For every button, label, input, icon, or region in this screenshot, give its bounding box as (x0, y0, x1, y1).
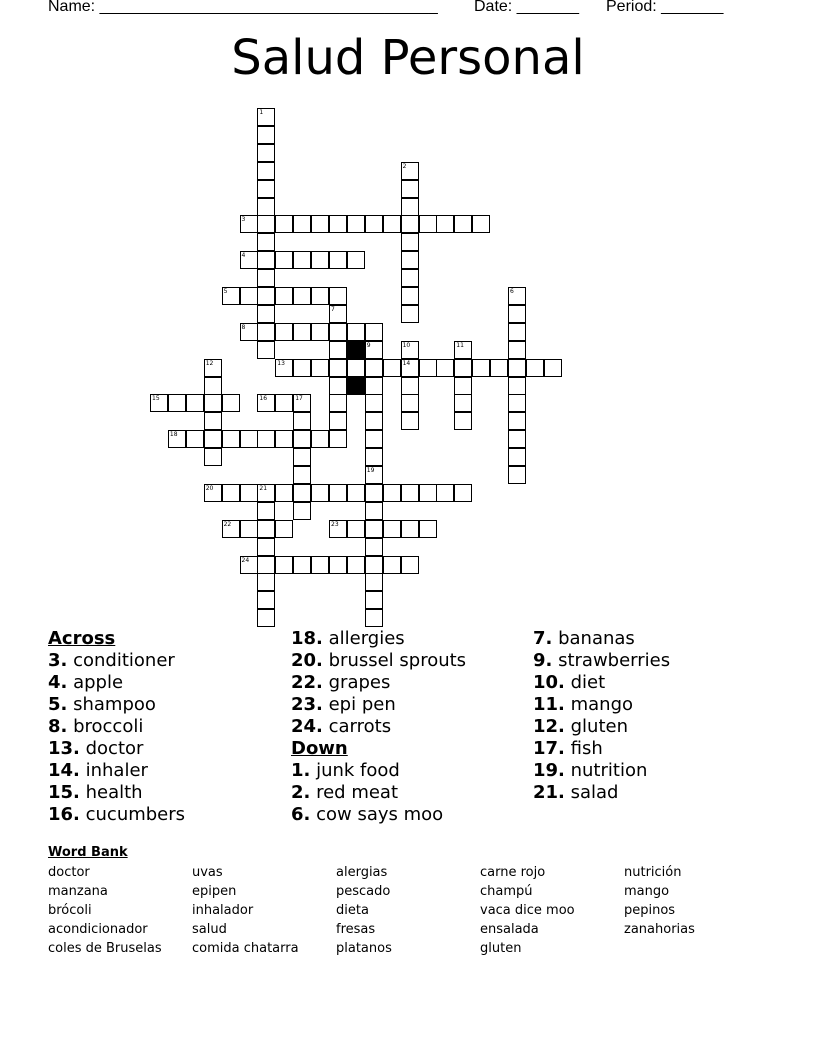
crossword-cell[interactable] (240, 287, 258, 305)
clue-item (48, 672, 288, 694)
clue-number: 17 (295, 395, 303, 403)
crossword-cell[interactable] (275, 287, 293, 305)
crossword-cell[interactable] (257, 126, 275, 144)
crossword-cell[interactable] (293, 466, 311, 484)
page-title: Salud Personal (231, 30, 585, 86)
crossword-cell[interactable] (436, 215, 454, 233)
crossword-cell[interactable] (383, 359, 401, 377)
clue-text: red meat (310, 782, 399, 803)
crossword-cell[interactable] (419, 520, 437, 538)
crossword-cell[interactable] (240, 484, 258, 502)
clue-item (291, 650, 531, 672)
crossword-cell[interactable] (490, 359, 508, 377)
crossword-cell[interactable] (365, 502, 383, 520)
crossword-cell[interactable] (365, 412, 383, 430)
clue-number: 23 (331, 520, 339, 528)
clue-text: gluten (564, 716, 628, 737)
clue-number: 10 (402, 341, 411, 349)
clues-column-1 (48, 628, 288, 826)
crossword-cell[interactable] (257, 538, 275, 556)
word-bank-word: dieta (336, 903, 369, 918)
clue-item (533, 650, 773, 672)
word-bank-word: alergias (336, 865, 388, 880)
crossword-cell[interactable] (419, 484, 437, 502)
clue-number: 14 (402, 359, 411, 367)
crossword-cell[interactable] (257, 430, 275, 448)
clue-item (291, 672, 531, 694)
clue-number: 12 (205, 359, 214, 367)
clue-item (291, 628, 531, 650)
crossword-cell[interactable] (204, 394, 222, 412)
crossword-cell[interactable] (347, 556, 365, 574)
crossword-cell[interactable] (311, 323, 329, 341)
crossword-cell[interactable] (347, 215, 365, 233)
clue-number: 22 (223, 520, 232, 528)
crossword-cell[interactable] (186, 394, 204, 412)
clue-number-label: 4. (48, 672, 68, 693)
word-bank-word: pepinos (624, 903, 676, 918)
crossword-cell[interactable] (293, 556, 311, 574)
clue-number-label: 7. (533, 628, 553, 649)
crossword-cell[interactable] (329, 394, 347, 412)
crossword-cell[interactable] (401, 412, 419, 430)
crossword-cell[interactable] (526, 359, 544, 377)
down-heading: Down (291, 738, 348, 759)
crossword-cell[interactable] (508, 448, 526, 466)
clue-text: fish (564, 738, 603, 759)
crossword-cell[interactable] (329, 341, 347, 359)
crossword-cell[interactable] (311, 251, 329, 269)
crossword-cell[interactable] (293, 448, 311, 466)
crossword-cell[interactable] (275, 556, 293, 574)
clue-number: 13 (277, 359, 285, 367)
clue-number: 1 (259, 109, 264, 116)
clue-number: 20 (205, 484, 214, 492)
crossword-cell[interactable] (257, 144, 275, 162)
word-bank-word: ensalada (480, 922, 539, 937)
crossword-cell[interactable] (257, 609, 275, 627)
crossword-cell[interactable] (365, 359, 383, 377)
clue-number-label: 1. (291, 760, 311, 781)
crossword-cell[interactable] (365, 323, 383, 341)
clue-item (533, 738, 773, 760)
crossword-cell[interactable] (311, 430, 329, 448)
clue-number-label: 8. (48, 716, 68, 737)
word-bank-word: champú (480, 884, 533, 899)
word-bank-word: epipen (192, 884, 237, 899)
across-heading: Across (48, 628, 116, 649)
crossword-cell[interactable] (311, 215, 329, 233)
clue-text: cucumbers (79, 804, 186, 825)
period-field[interactable]: Period: _______ (606, 0, 724, 15)
crossword-cell[interactable] (365, 609, 383, 627)
crossword-cell[interactable] (347, 359, 365, 377)
crossword-cell[interactable] (257, 573, 275, 591)
crossword-cell[interactable] (454, 412, 472, 430)
word-bank-column (480, 863, 575, 958)
clue-number-label: 22. (291, 672, 323, 693)
crossword-cell[interactable] (508, 430, 526, 448)
crossword-cell[interactable] (257, 251, 275, 269)
crossword-cell[interactable] (401, 394, 419, 412)
word-bank-column (192, 863, 299, 958)
clue-item (291, 782, 531, 804)
crossword-cell[interactable] (257, 323, 275, 341)
crossword-cell[interactable] (508, 359, 526, 377)
date-field[interactable]: Date: _______ (474, 0, 579, 15)
crossword-cell[interactable] (401, 251, 419, 269)
crossword-cell[interactable] (257, 341, 275, 359)
clue-number-label: 19. (533, 760, 565, 781)
clue-number-label: 15. (48, 782, 80, 803)
black-cell (347, 341, 365, 359)
crossword-cell[interactable] (186, 430, 204, 448)
clue-number: 3 (241, 216, 246, 224)
clue-item (533, 672, 773, 694)
crossword-cell[interactable] (222, 484, 240, 502)
word-bank-title: Word Bank (48, 845, 128, 860)
word-bank-word: pescado (336, 884, 391, 899)
crossword-cell[interactable] (257, 305, 275, 323)
crossword-cell[interactable] (365, 591, 383, 609)
crossword-cell[interactable] (293, 359, 311, 377)
crossword-cell[interactable] (508, 305, 526, 323)
crossword-cell[interactable] (419, 359, 437, 377)
crossword-cell[interactable] (329, 377, 347, 395)
clues-column-2 (291, 628, 531, 826)
clue-text: salad (564, 782, 619, 803)
crossword-cell[interactable] (257, 215, 275, 233)
crossword-cell[interactable] (204, 377, 222, 395)
word-bank-word: manzana (48, 884, 108, 899)
word-bank-word: carne rojo (480, 865, 546, 880)
crossword-cell[interactable] (383, 520, 401, 538)
word-bank-word: nutrición (624, 865, 682, 880)
clue-text: shampoo (67, 694, 156, 715)
clue-number: 18 (169, 431, 178, 439)
clue-number: 6 (510, 288, 514, 295)
word-bank-word: platanos (336, 941, 392, 956)
clue-number-label: 9. (533, 650, 553, 671)
crossword-cell[interactable] (257, 162, 275, 180)
crossword-cell[interactable] (508, 412, 526, 430)
clue-number: 8 (241, 323, 246, 331)
clue-number: 15 (152, 395, 160, 403)
crossword-cell[interactable] (419, 215, 437, 233)
crossword-cell[interactable] (347, 323, 365, 341)
clue-text: broccoli (67, 716, 144, 737)
word-bank-word: comida chatarra (192, 941, 299, 956)
crossword-cell[interactable] (293, 251, 311, 269)
clue-text: nutrition (564, 760, 648, 781)
crossword-cell[interactable] (204, 412, 222, 430)
clue-number-label: 23. (291, 694, 323, 715)
crossword-cell[interactable] (257, 591, 275, 609)
clue-number: 2 (402, 162, 407, 170)
crossword-cell[interactable] (257, 556, 275, 574)
crossword-cell[interactable] (329, 412, 347, 430)
clue-number: 5 (223, 288, 228, 295)
crossword-cell[interactable] (329, 323, 347, 341)
crossword-cell[interactable] (293, 430, 311, 448)
crossword-cell[interactable] (401, 287, 419, 305)
clue-text: grapes (322, 672, 391, 693)
clue-number-label: 20. (291, 650, 323, 671)
crossword-cell[interactable] (454, 394, 472, 412)
crossword-cell[interactable] (329, 484, 347, 502)
crossword-cell[interactable] (472, 359, 490, 377)
crossword-cell[interactable] (311, 359, 329, 377)
clue-number: 11 (456, 341, 464, 349)
clues-column-3 (533, 628, 773, 804)
clue-text: brussel sprouts (322, 650, 467, 671)
crossword-cell[interactable] (347, 520, 365, 538)
crossword-cell[interactable] (329, 430, 347, 448)
crossword-cell[interactable] (257, 287, 275, 305)
clue-number-label: 17. (533, 738, 565, 759)
crossword-cell[interactable] (508, 394, 526, 412)
word-bank-word: zanahorias (624, 922, 695, 937)
crossword-cell[interactable] (454, 215, 472, 233)
clue-text: mango (564, 694, 634, 715)
crossword-cell[interactable] (401, 377, 419, 395)
crossword-cell[interactable] (257, 233, 275, 251)
crossword-cell[interactable] (222, 394, 240, 412)
clue-number: 7 (331, 305, 335, 313)
crossword-cell[interactable] (275, 520, 293, 538)
clue-text: carrots (322, 716, 392, 737)
clue-text: apple (67, 672, 124, 693)
clue-text: conditioner (67, 650, 175, 671)
crossword-cell[interactable] (257, 180, 275, 198)
crossword-cell[interactable] (329, 287, 347, 305)
crossword-cell[interactable] (293, 484, 311, 502)
crossword-cell[interactable] (454, 359, 472, 377)
crossword-cell[interactable] (347, 484, 365, 502)
clue-text: inhaler (79, 760, 148, 781)
clue-number: 9 (366, 341, 371, 349)
crossword-cell[interactable] (275, 215, 293, 233)
clue-number-label: 5. (48, 694, 68, 715)
crossword-cell[interactable] (257, 198, 275, 216)
crossword-cell[interactable] (293, 412, 311, 430)
word-bank-column (336, 863, 392, 958)
crossword-cell[interactable] (222, 430, 240, 448)
clue-number-label: 10. (533, 672, 565, 693)
clue-item (291, 804, 531, 826)
crossword-cell[interactable] (436, 484, 454, 502)
crossword-cell[interactable] (365, 520, 383, 538)
crossword-cell[interactable] (544, 359, 562, 377)
crossword-cell[interactable] (311, 287, 329, 305)
crossword-cell[interactable] (508, 323, 526, 341)
crossword-cell[interactable] (257, 269, 275, 287)
crossword-cell[interactable] (365, 538, 383, 556)
crossword-cell[interactable] (365, 215, 383, 233)
crossword-cell[interactable] (454, 484, 472, 502)
crossword-cell[interactable] (401, 269, 419, 287)
clue-item (48, 650, 288, 672)
clue-text: epi pen (322, 694, 396, 715)
crossword-cell[interactable] (383, 215, 401, 233)
clue-text: allergies (322, 628, 405, 649)
clue-item (291, 694, 531, 716)
clue-number-label: 24. (291, 716, 323, 737)
clue-item (533, 694, 773, 716)
word-bank-word: coles de Bruselas (48, 941, 162, 956)
crossword-cell[interactable] (293, 215, 311, 233)
clue-number-label: 12. (533, 716, 565, 737)
crossword-cell[interactable] (401, 198, 419, 216)
crossword-cell[interactable] (311, 556, 329, 574)
clue-number-label: 3. (48, 650, 68, 671)
crossword-cell[interactable] (365, 448, 383, 466)
clue-number-label: 21. (533, 782, 565, 803)
crossword-cell[interactable] (401, 556, 419, 574)
crossword-cell[interactable] (240, 520, 258, 538)
clue-item (533, 716, 773, 738)
clue-number: 21 (259, 484, 268, 492)
word-bank-column (624, 863, 695, 939)
crossword-cell[interactable] (401, 305, 419, 323)
crossword-cell[interactable] (401, 520, 419, 538)
crossword-cell[interactable] (401, 233, 419, 251)
clue-item (48, 804, 288, 826)
crossword-cell[interactable] (454, 377, 472, 395)
clue-item (533, 628, 773, 650)
clue-number: 24 (241, 556, 250, 564)
crossword-cell[interactable] (329, 359, 347, 377)
clue-text: bananas (552, 628, 635, 649)
crossword-cell[interactable] (365, 556, 383, 574)
clue-number: 16 (259, 395, 268, 403)
black-cell (347, 377, 365, 395)
clue-item (48, 694, 288, 716)
name-field[interactable]: Name: ______________________________________ (48, 0, 438, 15)
crossword-cell[interactable] (472, 215, 490, 233)
clue-number-label: 6. (291, 804, 311, 825)
crossword-cell[interactable] (204, 430, 222, 448)
crossword-cell[interactable] (329, 556, 347, 574)
clue-item (48, 782, 288, 804)
crossword-cell[interactable] (240, 430, 258, 448)
word-bank-word: doctor (48, 865, 90, 880)
clue-item (291, 716, 531, 738)
crossword-cell[interactable] (329, 251, 347, 269)
clue-item (533, 782, 773, 804)
clue-text: diet (564, 672, 606, 693)
crossword-cell[interactable] (383, 556, 401, 574)
crossword-cell[interactable] (347, 251, 365, 269)
crossword-cell[interactable] (508, 466, 526, 484)
clue-text: junk food (310, 760, 400, 781)
word-bank-word: fresas (336, 922, 376, 937)
clue-number-label: 2. (291, 782, 311, 803)
word-bank-word: acondicionador (48, 922, 148, 937)
crossword-cell[interactable] (168, 394, 186, 412)
clue-text: doctor (79, 738, 144, 759)
word-bank-word: gluten (480, 941, 522, 956)
crossword-cell[interactable] (383, 484, 401, 502)
clue-text: health (79, 782, 143, 803)
word-bank-word: uvas (192, 865, 223, 880)
clue-text: cow says moo (310, 804, 444, 825)
clue-number-label: 14. (48, 760, 80, 781)
crossword-cell[interactable] (275, 323, 293, 341)
crossword-cell[interactable] (365, 430, 383, 448)
crossword-cell[interactable] (275, 484, 293, 502)
crossword-cell[interactable] (204, 448, 222, 466)
crossword-cell[interactable] (365, 484, 383, 502)
crossword-cell[interactable] (401, 215, 419, 233)
crossword-cell[interactable] (365, 377, 383, 395)
crossword-cell[interactable] (293, 323, 311, 341)
clue-item (48, 760, 288, 782)
word-bank-word: inhalador (192, 903, 254, 918)
crossword-cell[interactable] (401, 484, 419, 502)
word-bank-word: brócoli (48, 903, 92, 918)
crossword-cell[interactable] (329, 215, 347, 233)
clue-number: 19 (366, 467, 375, 474)
crossword-cell[interactable] (508, 377, 526, 395)
crossword-cell[interactable] (508, 341, 526, 359)
clue-number-label: 16. (48, 804, 80, 825)
crossword-cell[interactable] (257, 520, 275, 538)
word-bank-word: vaca dice moo (480, 903, 575, 918)
clue-number-label: 11. (533, 694, 565, 715)
clue-number: 4 (241, 252, 246, 260)
clue-item (291, 760, 531, 782)
clue-item (48, 738, 288, 760)
word-bank-word: salud (192, 922, 227, 937)
crossword-cell[interactable] (365, 573, 383, 591)
crossword-cell[interactable] (401, 180, 419, 198)
crossword-cell[interactable] (257, 502, 275, 520)
clue-item (48, 716, 288, 738)
crossword-cell[interactable] (311, 484, 329, 502)
crossword-cell[interactable] (293, 287, 311, 305)
clue-text: strawberries (552, 650, 671, 671)
clue-number-label: 18. (291, 628, 323, 649)
crossword-cell[interactable] (365, 394, 383, 412)
clue-item (533, 760, 773, 782)
crossword-cell[interactable] (293, 502, 311, 520)
crossword-cell[interactable] (436, 359, 454, 377)
crossword-cell[interactable] (275, 430, 293, 448)
crossword-cell[interactable] (275, 394, 293, 412)
word-bank-word: mango (624, 884, 670, 899)
crossword-cell[interactable] (275, 251, 293, 269)
clue-number-label: 13. (48, 738, 80, 759)
word-bank-column (48, 863, 162, 958)
